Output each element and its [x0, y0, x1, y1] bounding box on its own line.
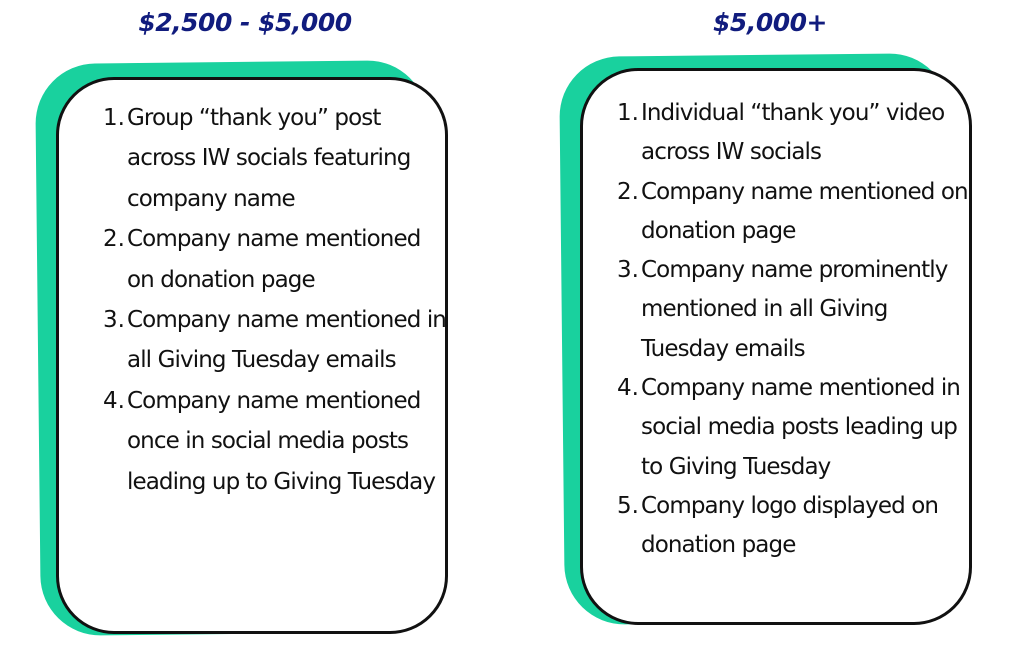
list-text: Company name mentioned on donation page [641, 178, 968, 244]
list-item [95, 300, 447, 381]
list-number: 2. [617, 178, 639, 205]
benefit-list [609, 94, 971, 566]
list-number: 3. [617, 257, 639, 284]
list-item [609, 251, 971, 369]
list-number: 5. [617, 492, 639, 519]
list-item [95, 219, 447, 300]
tier-card-2500-5000 [56, 77, 448, 634]
list-number: 3. [103, 307, 125, 334]
list-number: 1. [103, 105, 125, 131]
list-item [609, 369, 971, 487]
list-text: Group “thank you” post across IW socials featuring company name [127, 105, 411, 212]
list-item [609, 173, 971, 252]
benefit-list [95, 98, 447, 502]
tier-title-5000-plus: $5,000+ [713, 8, 827, 37]
list-number: 2. [103, 226, 125, 253]
list-text: Company name mentioned in all Giving Tuesday emails [127, 307, 446, 374]
tier-card-5000-plus [580, 68, 972, 625]
list-number: 1. [617, 100, 639, 126]
tier-title-2500-5000: $2,500 - $5,000 [138, 8, 352, 37]
list-text: Company name mentioned in social media posts leading up to Giving Tuesday [641, 375, 960, 480]
list-text: Individual “thank you” video across IW socials [641, 100, 945, 166]
list-number: 4. [617, 375, 639, 402]
list-item [609, 94, 971, 173]
list-item [609, 487, 971, 566]
list-text: Company name mentioned on donation page [127, 226, 421, 293]
list-text: Company name prominently mentioned in all Giving Tuesday emails [641, 257, 948, 362]
list-number: 4. [103, 387, 125, 414]
list-text: Company name mentioned once in social media posts leading up to Giving Tuesday [127, 387, 436, 495]
list-text: Company logo displayed on donation page [641, 492, 939, 559]
list-item [95, 98, 447, 219]
list-item [95, 381, 447, 502]
